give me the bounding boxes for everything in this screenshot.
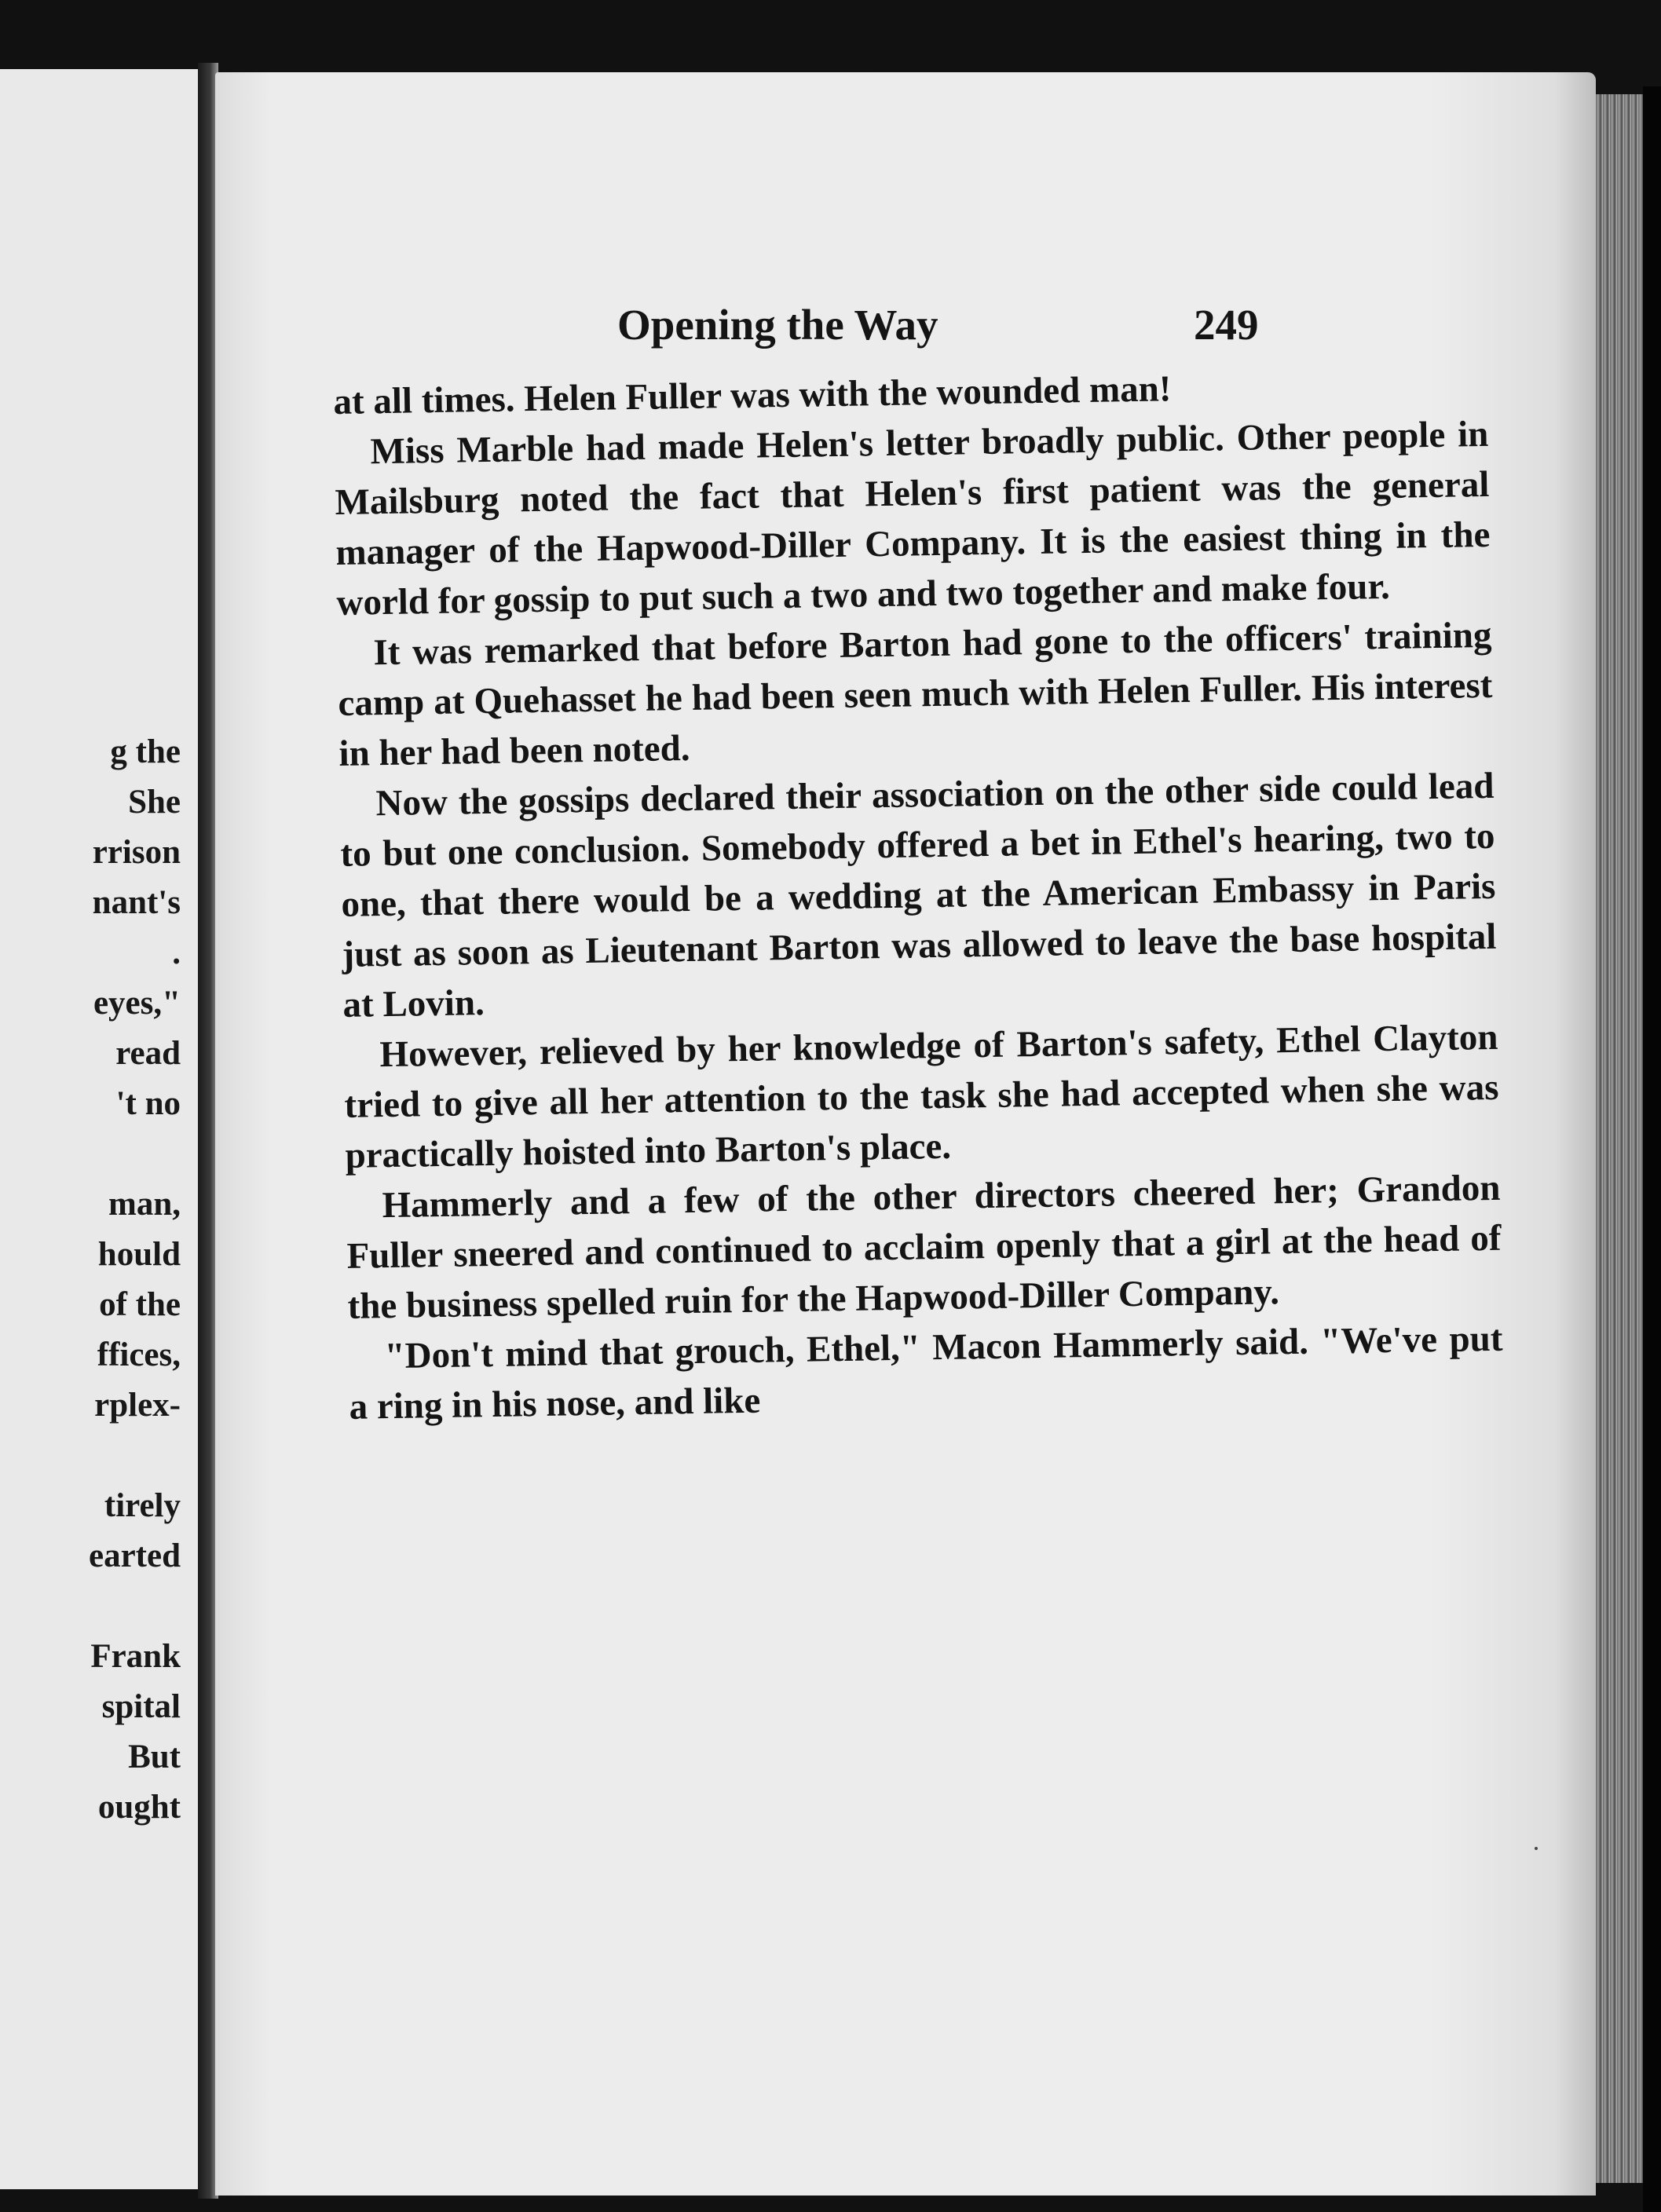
paragraph: However, relieved by her knowledge of Barton's safety, Ethel Clayton tried to give all her attention to the task she had accepted when she was practically hoisted into Barton's place. — [344, 1016, 1499, 1176]
scan-border — [1643, 86, 1661, 2212]
scan-speck — [1535, 1847, 1538, 1850]
paragraph: It was remarked that before Barton had gone to the officers' training camp at Quehasset he had been seen much with Helen Fuller. His interest in her had been noted. — [338, 614, 1493, 774]
body-text — [333, 359, 1504, 1432]
left-page-line: nant's — [92, 884, 181, 921]
left-page-line: earted — [89, 1537, 181, 1574]
left-page-line: But — [128, 1739, 181, 1775]
paragraph: Now the gossips declared their association on the other side could lead to but one conclusion. Somebody offered a bet in Ethel's hearing, two to one, that there would be a wedding at the American Embassy in Paris just as soon as Lieutenant Barton was allowed to leave the base hospital at Lovin. — [340, 765, 1497, 1026]
left-page-line: 't no — [115, 1085, 181, 1122]
left-page-line: hould — [97, 1236, 181, 1273]
left-page-line: read — [115, 1035, 181, 1072]
left-page-line — [0, 1581, 181, 1632]
left-page-line: . — [172, 934, 181, 971]
page-number: 249 — [1194, 301, 1259, 349]
paragraph: at all times. Helen Fuller was with the wounded man! — [333, 368, 1172, 422]
left-page-line: spital — [101, 1688, 181, 1725]
paragraph: "Don't mind that grouch, Ethel," Macon Hammerly said. "We've put a ring in his nose, and like — [349, 1318, 1503, 1428]
left-page-line: rrison — [92, 834, 181, 871]
left-page-line: Frank — [90, 1638, 181, 1675]
left-page-line: ffices, — [97, 1336, 181, 1373]
left-page-line: tirely — [104, 1487, 181, 1524]
left-page-line: rplex- — [94, 1387, 181, 1424]
left-page-line: man, — [108, 1186, 181, 1223]
paragraph: Hammerly and a few of the other directors cheered her; Grandon Fuller sneered and continued to acclaim openly that a girl at the head of the business spelled ruin for the Hapwood-Diller Company. — [346, 1167, 1502, 1327]
paragraph: Miss Marble had made Helen's letter broadly public. Other people in Mailsburg noted the fact that Helen's first patient was the general manager of the Hapwood-Diller Company. It is the easiest thing in the world for gossip to put such a two and two together and make four. — [335, 413, 1491, 623]
page-edge-stack — [1596, 94, 1643, 2183]
left-page-line: ought — [97, 1789, 181, 1826]
left-page-line: eyes," — [93, 985, 181, 1022]
running-title: Opening the Way — [617, 301, 938, 349]
running-head — [215, 300, 1596, 363]
left-page-line: of the — [99, 1286, 181, 1323]
left-page-line — [0, 1129, 181, 1179]
right-page — [215, 72, 1596, 2196]
left-page-line: g the — [110, 733, 181, 770]
left-page-line — [0, 1431, 181, 1481]
left-facing-page — [0, 69, 209, 2189]
left-page-line: She — [128, 784, 181, 821]
left-page-text — [0, 727, 181, 1833]
